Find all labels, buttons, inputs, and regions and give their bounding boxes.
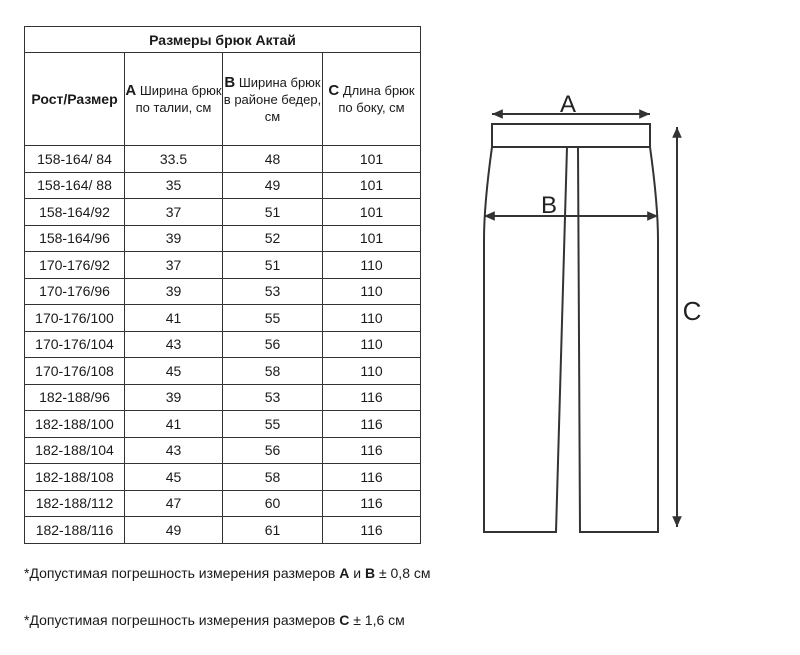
header-hip-width: B Ширина брюк в районе бедер, см [223,53,323,146]
header-waist-width: A Ширина брюк по талии, см [125,53,223,146]
cell-waist-width: 37 [125,199,223,226]
pants-outline [484,147,658,532]
cell-waist-width: 35 [125,172,223,199]
cell-side-length: 116 [323,411,421,438]
cell-waist-width: 41 [125,411,223,438]
cell-waist-width: 39 [125,278,223,305]
cell-height-size: 158-164/ 88 [25,172,125,199]
cell-height-size: 158-164/ 84 [25,146,125,173]
waistband-outline [492,124,650,147]
cell-hip-width: 53 [223,278,323,305]
table-row [25,199,421,226]
cell-side-length: 116 [323,464,421,491]
table-row [25,331,421,358]
table-row [25,411,421,438]
cell-waist-width: 41 [125,305,223,332]
size-table [24,26,421,544]
cell-height-size: 182-188/96 [25,384,125,411]
cell-side-length: 116 [323,384,421,411]
cell-height-size: 182-188/112 [25,490,125,517]
cell-hip-width: 61 [223,517,323,544]
table-row [25,278,421,305]
cell-hip-width: 55 [223,305,323,332]
pants-diagram [470,80,720,540]
cell-side-length: 101 [323,172,421,199]
cell-side-length: 110 [323,305,421,332]
table-row [25,437,421,464]
cell-waist-width: 45 [125,358,223,385]
cell-waist-width: 43 [125,437,223,464]
cell-height-size: 182-188/104 [25,437,125,464]
label-b: B [540,192,558,219]
cell-side-length: 110 [323,278,421,305]
cell-side-length: 110 [323,331,421,358]
label-c: C [682,296,702,326]
cell-side-length: 101 [323,225,421,252]
cell-hip-width: 58 [223,358,323,385]
cell-hip-width: 52 [223,225,323,252]
label-a: A [559,91,577,118]
cell-side-length: 101 [323,146,421,173]
table-row [25,252,421,279]
note-tolerance-ab: *Допустимая погрешность измерения размеров A и B ± 0,8 см [24,565,431,581]
table-row [25,225,421,252]
cell-waist-width: 47 [125,490,223,517]
cell-height-size: 182-188/116 [25,517,125,544]
cell-waist-width: 39 [125,225,223,252]
table-row [25,358,421,385]
table-row [25,517,421,544]
cell-hip-width: 58 [223,464,323,491]
table-row [25,464,421,491]
table-body [25,146,421,544]
cell-height-size: 182-188/108 [25,464,125,491]
cell-hip-width: 53 [223,384,323,411]
header-side-length: C Длина брюк по боку, см [323,53,421,146]
cell-side-length: 116 [323,437,421,464]
table-row [25,172,421,199]
cell-side-length: 101 [323,199,421,226]
cell-hip-width: 51 [223,252,323,279]
cell-waist-width: 33.5 [125,146,223,173]
cell-hip-width: 55 [223,411,323,438]
cell-hip-width: 48 [223,146,323,173]
table-row [25,490,421,517]
note-tolerance-c: *Допустимая погрешность измерения размеров C ± 1,6 см [24,612,405,628]
table-title: Размеры брюк Актай [25,27,421,53]
cell-hip-width: 51 [223,199,323,226]
cell-hip-width: 56 [223,437,323,464]
cell-waist-width: 45 [125,464,223,491]
cell-height-size: 158-164/96 [25,225,125,252]
table-row [25,305,421,332]
table-header-row [25,53,421,146]
cell-hip-width: 49 [223,172,323,199]
cell-side-length: 110 [323,252,421,279]
cell-height-size: 170-176/96 [25,278,125,305]
cell-side-length: 116 [323,517,421,544]
table-row [25,384,421,411]
header-height-size: Рост/Размер [25,53,125,146]
cell-height-size: 170-176/92 [25,252,125,279]
cell-hip-width: 60 [223,490,323,517]
cell-waist-width: 39 [125,384,223,411]
cell-height-size: 158-164/92 [25,199,125,226]
cell-side-length: 110 [323,358,421,385]
cell-waist-width: 49 [125,517,223,544]
cell-height-size: 170-176/100 [25,305,125,332]
cell-waist-width: 37 [125,252,223,279]
cell-waist-width: 43 [125,331,223,358]
cell-height-size: 170-176/108 [25,358,125,385]
cell-height-size: 170-176/104 [25,331,125,358]
cell-hip-width: 56 [223,331,323,358]
cell-height-size: 182-188/100 [25,411,125,438]
cell-side-length: 116 [323,490,421,517]
table-row [25,146,421,173]
